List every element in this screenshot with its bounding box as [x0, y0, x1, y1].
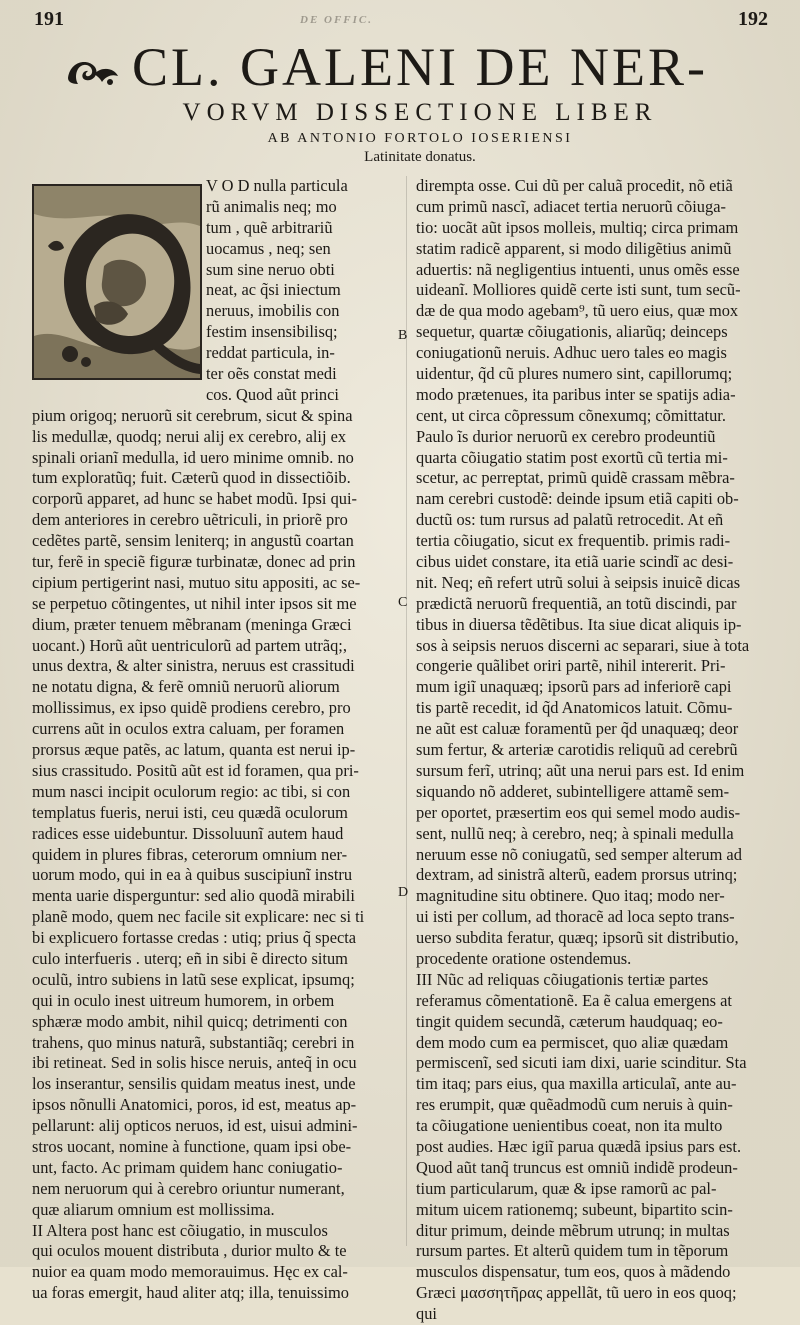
text-line: scetur, ac perreptat, primũ quidẽ crassam mẽbra-	[416, 468, 735, 488]
margin-letter-b: B	[398, 328, 408, 343]
text-line: modo prætenues, ita paribus inter se spatijs adia-	[416, 384, 736, 404]
text-line: ua foras emergit, haud aliter atq; illa, tenuissimo	[32, 1283, 349, 1303]
text-line: magnitudine situ obtinere. Quo itaq; modo ner-	[416, 886, 725, 906]
text-line: uorum modo, qui in ea à quibus suscipiunĩ instru	[32, 865, 353, 885]
text-line: quarta cõiugatio statim post exortũ cũ tertia mi-	[416, 447, 728, 467]
text-line: radices esse uidebuntur. Dissoluunĩ autem haud	[32, 823, 344, 843]
text-line: nam cerebri custodẽ: deinde ipsum etiã capiti ob-	[416, 489, 739, 509]
text-line: se perpetuo cõtingentes, ut nihil inter ipsos sit me	[32, 593, 357, 613]
margin-letter-c: C	[398, 595, 408, 610]
text-line: cos. Quod aũt princi	[206, 384, 339, 404]
text-line: spinali orianĩ medulla, id uero minime omnib. no	[32, 447, 354, 467]
text-line: ductũ os: tum rursus ad palatũ retrocedit. At eñ	[416, 510, 724, 530]
text-line: ui isti per collum, ad thoracẽ ad loca septo trans-	[416, 907, 735, 927]
text-line: currens aũt in oculos extra caluam, per foramen	[32, 719, 345, 739]
text-line: tibus in diuersa tẽdẽtibus. Ita siue dicat aliquis ip-	[416, 614, 742, 634]
text-line: tio: uocãt aũt ipsos molleis, multiq; circa primam	[416, 217, 739, 237]
text-line: siquando nõ adderet, subintelligere attamẽ sem-	[416, 781, 730, 801]
text-line: mollissimus, ex ipso quidẽ prodiens cerebro, pro	[32, 698, 351, 718]
text-line: neruus, imobilis con	[206, 301, 340, 321]
text-line: trahens, quo minus naturã, substantiãq; cerebri in	[32, 1032, 355, 1052]
text-line: sum sine neruo obti	[206, 259, 335, 279]
title-line-4: Latinitate donatus.	[364, 149, 476, 165]
text-line: mum nasci incipit oculorum regio: ac tibi, si con	[32, 781, 351, 801]
text-line: uocamus , neq; sen	[206, 238, 331, 258]
page-number-left: 191	[34, 8, 64, 30]
text-line: sent, nullũ neq; à cerebro, neq; à spinali medulla	[416, 823, 734, 843]
text-line: tim itaq; pars eius, qua maxilla articulaĩ, ante au-	[416, 1074, 737, 1094]
text-line: reddat particula, in-	[206, 343, 335, 363]
text-line: musculos dispensatur, tum eos, quos à mãdendo	[416, 1262, 731, 1282]
text-line: ne aũt est caluæ foramentũ per q̃d unaquæq; deor	[416, 719, 739, 739]
text-line: mum igiĩ unaquæq; ipsorũ pars ad inferiorẽ capi	[416, 677, 732, 697]
text-line: lis medullæ, quodq; nerui alij ex cerebro, alij ex	[32, 426, 347, 446]
text-line: ditur primum, deinde mẽbrum utrunq; in multas	[416, 1220, 730, 1240]
title-line-2: VORVM DISSECTIONE LIBER	[182, 99, 658, 126]
text-line: los inserantur, sensilis quidam meatus inest, unde	[32, 1074, 356, 1094]
text-line: sequetur, quartæ cõiugationis, aliarũq; deinceps	[416, 322, 728, 342]
text-line: res erumpit, quæ quẽadmodũ cum neruis à quin-	[416, 1095, 733, 1115]
text-line: dirempta osse. Cui dũ per caluã procedit, nõ etiã	[416, 176, 733, 195]
text-line: ne notatu digna, & ferẽ omniũ neruorũ aliorum	[32, 677, 340, 697]
text-line: aduertis: nã negligentius intuenti, unus omẽs esse	[416, 259, 740, 279]
text-line: tingit quidem secundã, cæterum haudquaq; eo-	[416, 1011, 723, 1031]
text-column-left	[32, 176, 398, 1304]
text-line: dextram, ad sinistrã alterũ, eadem prorsus utrinq;	[416, 865, 738, 885]
text-line: ta cõiugatione uenientibus coeat, non ita multo	[416, 1116, 723, 1136]
text-line: Græci μασσητῆρας appellãt, tũ uero in eos quoq;	[416, 1283, 737, 1303]
text-line: Paulo ĩs durior neruorũ ex cerebro prodeuntiũ	[416, 426, 716, 446]
text-line: ibi retineat. Sed in solis hisce neruis, anteq̃ in ocu	[32, 1053, 357, 1073]
title-line-1: CL. GALENI DE NER-	[132, 37, 708, 97]
text-line: templatus fueris, nerui isti, ceu quædã oculorum	[32, 802, 348, 822]
text-line: uerso subdita feratur, quæq; ipsorũ sit distributio,	[416, 928, 739, 948]
fleuron-ornament-icon	[64, 52, 120, 92]
text-line: uideanĩ. Molliores quidẽ certe isti sunt, tum secũ-	[416, 280, 741, 300]
text-line: festim insensibilisq;	[206, 322, 338, 342]
title-line-3: AB ANTONIO FORTOLO IOSERIENSI	[267, 131, 573, 146]
text-line: bi explicuero fortasse credas : utiq; prius q̃ specta	[32, 928, 357, 948]
text-line: uidentur, q̃d cũ plures numero sint, capillorumq;	[416, 364, 733, 384]
text-line: coniugationũ neruis. Adhuc uero tales eo magis	[416, 343, 727, 363]
page-number-right: 192	[738, 8, 768, 30]
text-line: qui oculos mouent distributa , durior multo & te	[32, 1241, 347, 1261]
text-line: II Altera post hanc est cõiugatio, in musculos	[32, 1220, 328, 1240]
text-line: unt, facto. Ac primam quidem hanc coniugatio-	[32, 1157, 343, 1177]
text-line: sius crassitudo. Positũ aũt est id foramen, qua pri-	[32, 760, 359, 780]
text-line: quæ aliarum omnium est mollissima.	[32, 1199, 275, 1219]
text-line: uocant.) Horũ aũt uentriculorũ ad partem utrãq;,	[32, 635, 347, 655]
text-line: sos à seipsis neruos discerni ac separari, siue à tota	[416, 635, 750, 655]
text-line: mitum uicem rationemq; subeunt, bipartito scin-	[416, 1199, 733, 1219]
text-line: referamus cõmentationẽ. Ea ẽ calua emergens at	[416, 990, 732, 1010]
text-line: nit. Neq; eñ refert utrũ solui à seipsis inuicẽ dicas	[416, 572, 741, 592]
text-line: congerie quãlibet oriri partẽ, nihil intererit. Pri-	[416, 656, 726, 676]
text-line: corporũ apparet, ad hunc se habet modũ. Ipsi qui-	[32, 489, 357, 509]
text-line: tium particularum, quæ & ipse ramorũ ac pal-	[416, 1178, 717, 1198]
text-line: rũ animalis neq; mo	[206, 196, 337, 216]
text-line: dem modo cum ea permiscet, quo aliæ quædam	[416, 1032, 729, 1052]
text-line: dium, præter tenuem mẽbranam (meninga Græci	[32, 614, 352, 634]
text-line: tertia cõiugatio, sicut ex frequentib. primis radi-	[416, 531, 731, 551]
text-line: stros uocant, nomine à functione, quam ipsi obe-	[32, 1136, 352, 1156]
text-line: nuior ea quam modo memorauimus. Hęc ex cal-	[32, 1262, 348, 1282]
text-line: post audies. Hæc igiĩ parua quædã ipsius pars est.	[416, 1136, 742, 1156]
text-line: Quod aũt tanq̃ truncus est omniũ indidẽ prodeun-	[416, 1157, 738, 1177]
text-line: tum exploratũq; fuit. Cæterũ quod in dissectiõib.	[32, 468, 351, 488]
text-line: sursum ferĩ, utrinq; aũt una nerui pars est. Id enim	[416, 760, 745, 780]
text-line: dem anteriores in cerebro uẽtriculi, in priorẽ pro	[32, 510, 348, 530]
text-line: permiscenĩ, sed sicuti iam dixi, uarie scinditur. Sta	[416, 1053, 747, 1073]
text-line: neat, ac q̃si iniectum	[206, 280, 341, 300]
running-title: DE OFFIC.	[300, 14, 374, 26]
text-line: tis partẽ recedit, id q̃d Anatomicos latuit. Cõmu-	[416, 698, 733, 718]
text-line: planẽ modo, quem nec facile sit explicare: nec si ti	[32, 907, 365, 927]
margin-letter-d: D	[398, 885, 409, 900]
text-line: rursum partes. Et alterũ quidem tum in tẽporum	[416, 1241, 729, 1261]
text-line: sum fertur, & arteriæ carotidis reliquũ ad cerebrũ	[416, 740, 738, 760]
text-line: quidem in plures fibras, ceterorum omnium ner-	[32, 844, 348, 864]
text-line: qui	[416, 1304, 437, 1324]
text-line: pium origoq; neruorũ sit cerebrum, sicut & spina	[32, 405, 353, 425]
text-line: tur, ferẽ in speciẽ figuræ turbinatæ, donec ad prin	[32, 552, 356, 572]
text-line: cum primũ nascĩ, adiacet tertia neruorũ cõiuga-	[416, 196, 726, 216]
text-line: procedente oratione ostendemus.	[416, 948, 632, 968]
text-line: ter oẽs constat medi	[206, 364, 337, 384]
text-line: neruum esse nõ coniugatũ, sed semper alterum ad	[416, 844, 742, 864]
text-line: V O D nulla particula	[206, 176, 348, 195]
text-line: per oportet, præsertim eos qui semel modo audis-	[416, 802, 741, 822]
running-head	[0, 8, 800, 34]
text-line: menta uarie disperguntur: sed alio quodã mirabili	[32, 886, 355, 906]
text-line: cipium pertigerint nasi, mutuo situ appositi, ac se-	[32, 572, 361, 592]
text-line: statim radicẽ apparent, si modo diligẽtius animũ	[416, 238, 732, 258]
text-line: sphæræ modo ambit, nihil quicq; detrimenti con	[32, 1011, 348, 1031]
text-line: unus dextra, & alter sinistra, neruus est crassitudi	[32, 656, 355, 676]
text-line: prædictã neruorũ frequentiã, an totũ discindi, par	[416, 593, 737, 613]
text-line: cibus uidet constare, ita etiã uarie scindĩ ac desi-	[416, 552, 734, 572]
text-line: nem neruorum qui à cerebro oriuntur numerant,	[32, 1178, 345, 1198]
text-line: dæ de qua modo agebam⁹, tũ uero eius, quæ mox	[416, 301, 739, 321]
text-line: cent, ut circa cõpressum cõnexumq; cõmittatur.	[416, 405, 726, 425]
text-line: culo interfueris . uterq; eñ in sibi ẽ directo situm	[32, 948, 348, 968]
text-column-right	[416, 176, 786, 1325]
text-line: pellarunt: alij opticos neruos, id est, uisui admini-	[32, 1116, 358, 1136]
text-line: qui in oculo inest uitreum humorem, in orbem	[32, 990, 335, 1010]
text-line: tum , quẽ arbitrariũ	[206, 217, 333, 237]
text-line: cedẽtes partẽ, sensim leniterq; in angustũ coartan	[32, 531, 354, 551]
text-line: oculũ, intro subiens in latũ sese explicat, ipsumq;	[32, 969, 355, 989]
text-line: prorsus æque patẽs, ac latum, quanta est nerui ip-	[32, 740, 356, 760]
text-line: III Nũc ad reliquas cõiugationis tertiæ partes	[416, 969, 709, 989]
text-line: ipsos nõnulli Anatomici, poros, id est, meatus ap-	[32, 1095, 357, 1115]
